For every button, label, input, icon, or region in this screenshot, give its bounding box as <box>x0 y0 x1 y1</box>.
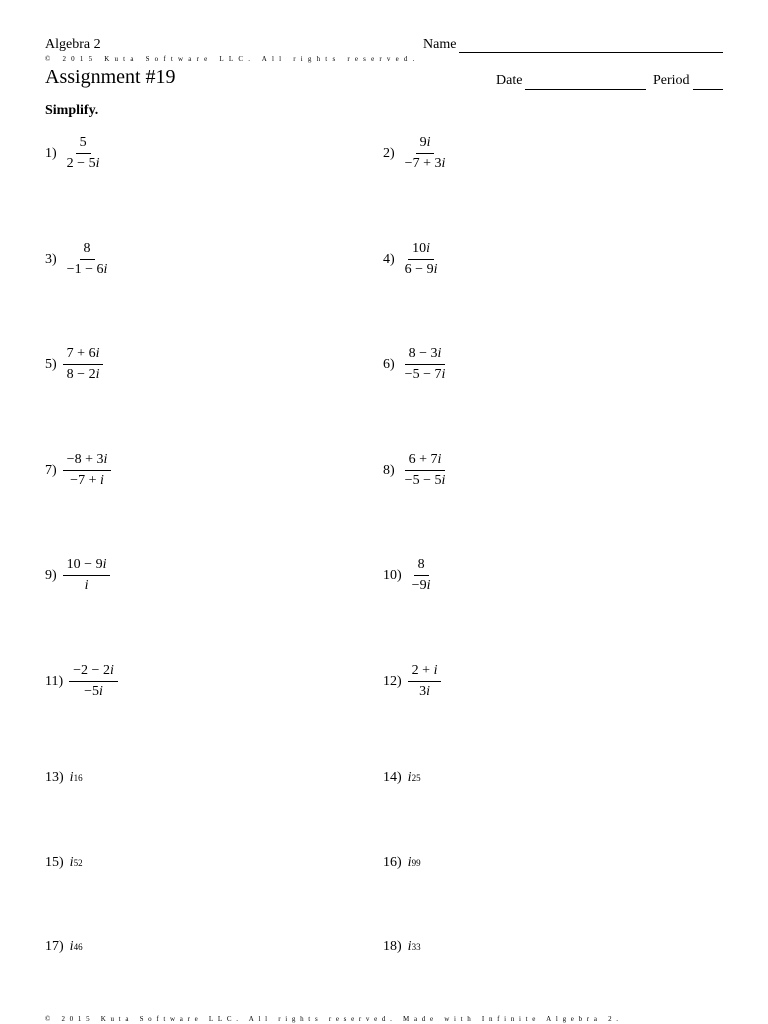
fraction <box>408 557 435 594</box>
assignment-title: Assignment #19 <box>45 66 176 88</box>
numerator: −2 − 2i <box>69 663 118 682</box>
denominator: 6 − 9i <box>404 262 438 277</box>
fraction <box>401 452 450 489</box>
problem-5 <box>45 346 103 383</box>
problem-8 <box>383 452 449 489</box>
numerator: 5 <box>76 135 91 154</box>
fraction <box>69 663 118 700</box>
problem-number: 11) <box>45 673 64 689</box>
fraction <box>401 135 450 172</box>
denominator: −7 + i <box>70 473 104 488</box>
period-label: Period <box>653 73 690 88</box>
problem-15: 15) i 52 <box>45 855 83 870</box>
fraction <box>63 452 112 489</box>
numerator: 10 − 9i <box>63 557 111 576</box>
problem-number: 9) <box>45 567 57 583</box>
problem-17: 17) i 46 <box>45 939 83 954</box>
power-base: i <box>407 770 412 785</box>
course-title: Algebra 2 <box>45 37 101 52</box>
fraction <box>401 346 450 383</box>
problem-7 <box>45 452 111 489</box>
fraction <box>401 241 442 278</box>
problem-number: 17) <box>45 939 64 954</box>
problem-number: 10) <box>383 567 402 583</box>
numerator: 10i <box>408 241 434 260</box>
problem-14: 14) i 25 <box>383 770 421 785</box>
numerator: −8 + 3i <box>63 452 112 471</box>
fraction <box>63 135 104 172</box>
denominator: 8 − 2i <box>66 367 100 382</box>
problem-number: 12) <box>383 673 402 689</box>
problem-11 <box>45 663 118 700</box>
problem-16: 16) i 99 <box>383 855 421 870</box>
denominator: i <box>84 578 89 593</box>
power-base: i <box>407 939 412 954</box>
date-blank-line <box>525 89 646 90</box>
problem-6 <box>383 346 449 383</box>
problem-number: 6) <box>383 356 395 372</box>
problem-number: 14) <box>383 770 402 785</box>
numerator: 8 <box>80 241 95 260</box>
fraction <box>63 346 104 383</box>
problem-1 <box>45 135 103 172</box>
problem-9 <box>45 557 110 594</box>
denominator: −1 − 6i <box>66 262 108 277</box>
power-base: i <box>69 855 74 870</box>
problem-13: 13) i 16 <box>45 770 83 785</box>
fraction <box>63 557 111 594</box>
problem-number: 8) <box>383 462 395 478</box>
numerator: 6 + 7i <box>405 452 446 471</box>
denominator: 2 − 5i <box>66 156 100 171</box>
fraction <box>408 663 442 700</box>
problem-number: 15) <box>45 855 64 870</box>
power-base: i <box>407 855 412 870</box>
problem-number: 3) <box>45 251 57 267</box>
name-blank-line <box>459 52 723 53</box>
problem-number: 2) <box>383 145 395 161</box>
copyright-header: © 2015 Kuta Software LLC. All rights reserved. <box>45 55 420 63</box>
numerator: 9i <box>416 135 435 154</box>
problem-10 <box>383 557 434 594</box>
problem-number: 4) <box>383 251 395 267</box>
problem-2 <box>383 135 449 172</box>
numerator: 2 + i <box>408 663 442 682</box>
fraction <box>63 241 112 278</box>
power-base: i <box>69 770 74 785</box>
problem-number: 1) <box>45 145 57 161</box>
copyright-footer: © 2015 Kuta Software LLC. All rights reserved. Made with Infinite Algebra 2. <box>45 1015 623 1023</box>
denominator: −7 + 3i <box>404 156 446 171</box>
denominator: −5 − 5i <box>404 473 446 488</box>
denominator: 3i <box>419 684 431 699</box>
problem-number: 16) <box>383 855 402 870</box>
denominator: −5 − 7i <box>404 367 446 382</box>
problem-3 <box>45 241 111 278</box>
name-label: Name <box>423 37 457 52</box>
power-base: i <box>69 939 74 954</box>
problem-number: 18) <box>383 939 402 954</box>
problem-12 <box>383 663 441 700</box>
denominator: −9i <box>411 578 431 593</box>
problem-number: 5) <box>45 356 57 372</box>
period-blank-line <box>693 89 723 90</box>
problem-number: 7) <box>45 462 57 478</box>
denominator: −5i <box>84 684 103 699</box>
instructions: Simplify. <box>45 103 99 118</box>
numerator: 7 + 6i <box>63 346 104 365</box>
numerator: 8 − 3i <box>405 346 446 365</box>
problem-18: 18) i 33 <box>383 939 421 954</box>
numerator: 8 <box>414 557 429 576</box>
problem-number: 13) <box>45 770 64 785</box>
problem-4 <box>383 241 441 278</box>
date-label: Date <box>496 73 523 88</box>
